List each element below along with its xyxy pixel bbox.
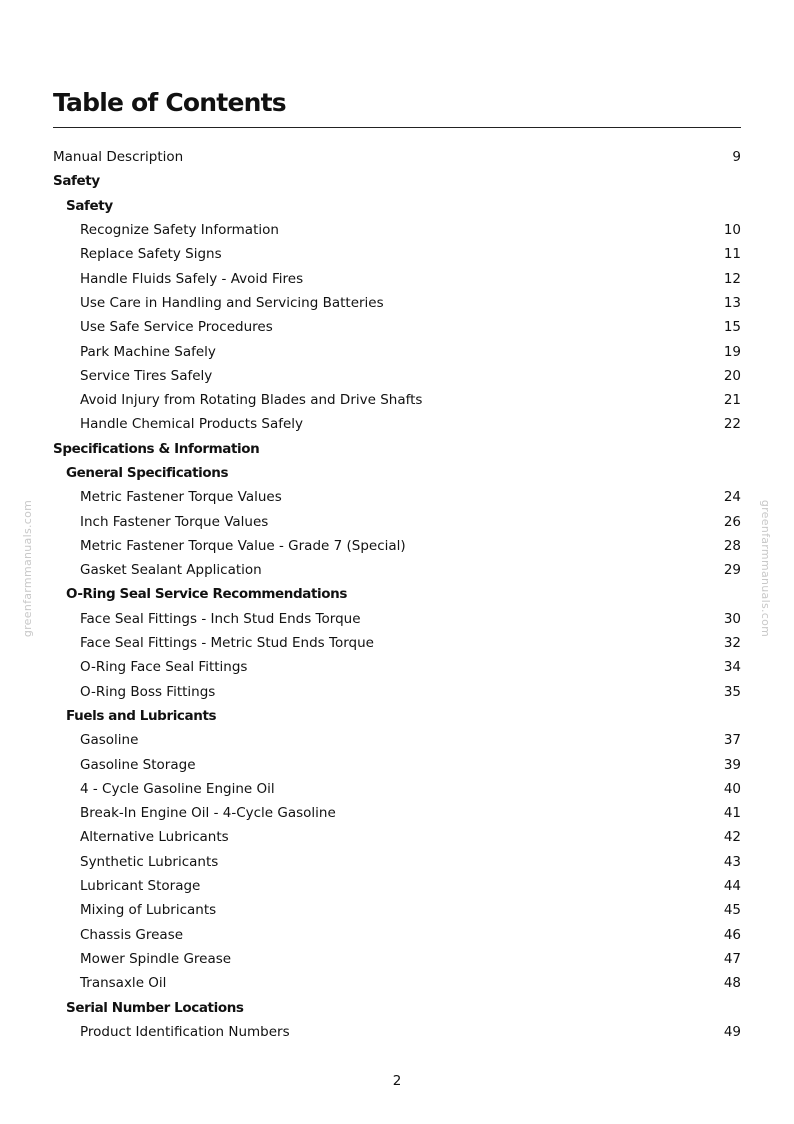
toc-entry[interactable] (53, 971, 741, 995)
toc-entry[interactable] (53, 485, 741, 509)
toc-entry-label: 4 - Cycle Gasoline Engine Oil (80, 780, 275, 797)
toc-entry[interactable] (53, 1020, 741, 1044)
toc-entry-label: Gasket Sealant Application (80, 562, 262, 579)
toc-entry-page: 49 (723, 1023, 741, 1040)
toc-entry-label: Transaxle Oil (80, 975, 167, 992)
toc-entry-label: O-Ring Face Seal Fittings (80, 659, 248, 676)
toc-entry[interactable] (53, 801, 741, 825)
toc-entry-page: 47 (723, 950, 741, 967)
toc-entry-page: 42 (723, 829, 741, 846)
toc-entry-page: 45 (723, 902, 741, 919)
toc-section-heading (53, 704, 741, 728)
toc-entry[interactable] (53, 752, 741, 776)
toc-entry-label: Safety (53, 173, 100, 190)
toc-entry-label: O-Ring Boss Fittings (80, 683, 216, 700)
toc-list (53, 145, 741, 1044)
toc-entry[interactable] (53, 680, 741, 704)
toc-entry[interactable] (53, 534, 741, 558)
toc-entry-label: Face Seal Fittings - Metric Stud Ends Torque (80, 635, 374, 652)
toc-entry[interactable] (53, 266, 741, 290)
toc-entry[interactable] (53, 874, 741, 898)
toc-entry-label: Use Safe Service Procedures (80, 319, 273, 336)
watermark-right: greenfarmmanuals.com (759, 499, 773, 637)
toc-entry-page: 46 (723, 926, 741, 943)
toc-entry[interactable] (53, 631, 741, 655)
toc-entry-page: 26 (723, 513, 741, 530)
toc-entry-label: Mower Spindle Grease (80, 950, 232, 967)
toc-entry-label: Face Seal Fittings - Inch Stud Ends Torque (80, 610, 361, 627)
toc-entry[interactable] (53, 339, 741, 363)
toc-entry-page: 30 (723, 610, 741, 627)
toc-entry[interactable] (53, 364, 741, 388)
toc-entry-page: 28 (723, 537, 741, 554)
toc-entry-label: General Specifications (66, 465, 229, 481)
toc-entry-page: 24 (723, 489, 741, 506)
toc-entry-page: 21 (723, 392, 741, 409)
toc-entry-label: Chassis Grease (80, 926, 184, 943)
toc-entry-label: Serial Number Locations (66, 999, 244, 1016)
toc-entry-page: 13 (723, 294, 741, 311)
toc-entry-page: 10 (723, 222, 741, 239)
toc-entry-label: Mixing of Lubricants (80, 902, 217, 919)
toc-entry[interactable] (53, 242, 741, 266)
toc-entry-page: 9 (732, 149, 741, 166)
toc-entry-label: Synthetic Lubricants (80, 853, 219, 870)
toc-entry-label: Park Machine Safely (80, 343, 216, 360)
toc-entry-label: Metric Fastener Torque Value - Grade 7 (Special) (80, 537, 406, 554)
toc-entry-page: 40 (723, 780, 741, 797)
toc-entry-label: Gasoline (80, 732, 139, 749)
toc-entry[interactable] (53, 655, 741, 679)
toc-entry-label: O-Ring Seal Service Recommendations (66, 586, 347, 603)
page-number: 2 (392, 1073, 402, 1089)
toc-entry-page: 34 (723, 659, 741, 676)
toc-entry-label: Manual Description (53, 149, 184, 166)
toc-entry[interactable] (53, 898, 741, 922)
toc-entry[interactable] (53, 850, 741, 874)
toc-entry-label: Specifications & Information (53, 440, 260, 457)
toc-entry-page: 12 (723, 270, 741, 287)
toc-entry-label: Service Tires Safely (80, 367, 213, 384)
toc-entry-label: Handle Chemical Products Safely (80, 416, 304, 433)
toc-entry-label: Product Identification Numbers (80, 1023, 290, 1040)
toc-entry-page: 35 (723, 683, 741, 700)
toc-section-heading (53, 169, 741, 193)
toc-entry[interactable] (53, 509, 741, 533)
toc-entry-label: Recognize Safety Information (80, 222, 279, 239)
toc-entry-label: Fuels and Lubricants (66, 707, 217, 724)
toc-entry[interactable] (53, 607, 741, 631)
toc-entry-page: 43 (723, 853, 741, 870)
toc-section-heading (53, 582, 741, 606)
toc-entry-label: Safety (66, 197, 113, 214)
toc-entry-page: 44 (723, 878, 741, 895)
toc-section-heading (53, 995, 741, 1019)
title-divider (53, 127, 741, 128)
toc-entry-label: Alternative Lubricants (80, 829, 229, 846)
toc-entry[interactable] (53, 825, 741, 849)
toc-entry-page: 29 (723, 562, 741, 579)
toc-entry-label: Lubricant Storage (80, 878, 201, 895)
toc-entry-page: 19 (723, 343, 741, 360)
toc-entry[interactable] (53, 777, 741, 801)
toc-entry-label: Use Care in Handling and Servicing Batteries (80, 294, 384, 311)
toc-entry[interactable] (53, 145, 741, 169)
toc-entry-page: 32 (723, 635, 741, 652)
toc-entry[interactable] (53, 728, 741, 752)
toc-entry-label: Break-In Engine Oil - 4-Cycle Gasoline (80, 805, 336, 822)
toc-entry-label: Handle Fluids Safely - Avoid Fires (80, 270, 304, 287)
toc-entry-label: Replace Safety Signs (80, 246, 222, 263)
toc-section-heading (53, 461, 741, 485)
toc-entry-page: 37 (723, 732, 741, 749)
toc-section-heading (53, 194, 741, 218)
toc-entry-page: 48 (723, 975, 741, 992)
toc-entry[interactable] (53, 315, 741, 339)
toc-entry[interactable] (53, 291, 741, 315)
toc-entry[interactable] (53, 388, 741, 412)
watermark-left: greenfarmmanuals.com (21, 499, 35, 637)
toc-entry-page: 22 (723, 416, 741, 433)
toc-entry-label: Gasoline Storage (80, 756, 196, 773)
toc-entry[interactable] (53, 218, 741, 242)
toc-entry-page: 39 (723, 756, 741, 773)
toc-entry[interactable] (53, 923, 741, 947)
toc-entry-label: Metric Fastener Torque Values (80, 489, 282, 506)
page-title: Table of Contents (53, 88, 286, 117)
toc-entry-label: Inch Fastener Torque Values (80, 513, 269, 530)
toc-entry-page: 11 (723, 246, 741, 263)
toc-entry[interactable] (53, 947, 741, 971)
toc-entry-page: 15 (723, 319, 741, 336)
toc-section-heading (53, 437, 741, 461)
toc-entry[interactable] (53, 412, 741, 436)
toc-entry-page: 41 (723, 805, 741, 822)
toc-entry-label: Avoid Injury from Rotating Blades and Drive Shafts (80, 392, 423, 409)
toc-entry-page: 20 (723, 367, 741, 384)
toc-entry[interactable] (53, 558, 741, 582)
